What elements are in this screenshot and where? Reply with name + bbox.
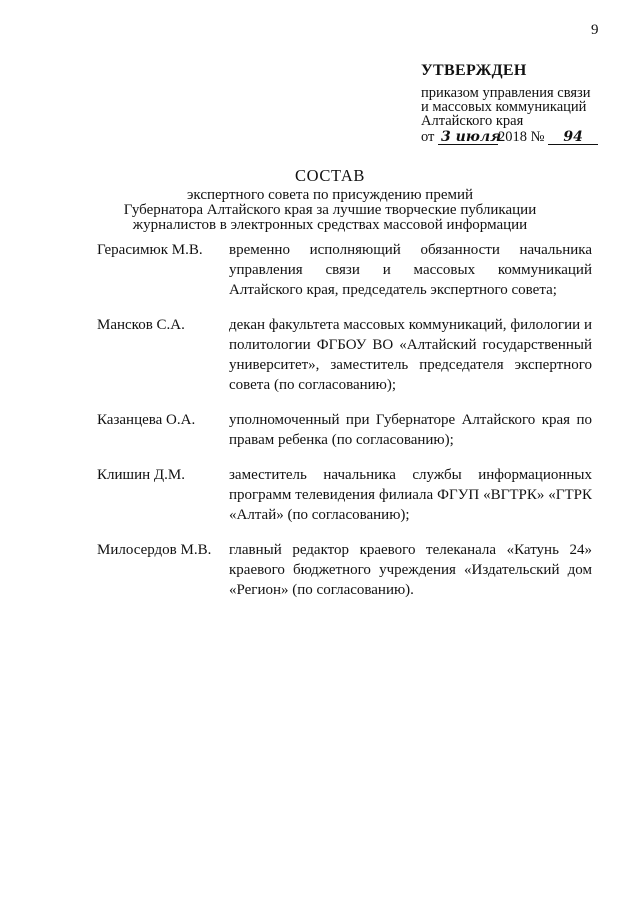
member-row bbox=[97, 540, 592, 600]
approval-year: 2018 bbox=[498, 129, 528, 145]
approval-line-1: приказом управления связи bbox=[421, 85, 591, 101]
member-role: уполномоченный при Губернаторе Алтайского края по правам ребенка (по согласованию); bbox=[229, 412, 592, 448]
member-name: Герасимюк М.В. bbox=[97, 242, 203, 258]
member-name: Казанцева О.А. bbox=[97, 412, 196, 428]
member-name: Клишин Д.М. bbox=[97, 467, 185, 483]
member-row bbox=[97, 240, 592, 300]
heading-line-2: Губернатора Алтайского края за лучшие творческие публикации bbox=[123, 202, 537, 218]
member-row bbox=[97, 315, 592, 395]
document-heading bbox=[100, 166, 560, 233]
handwritten-date: 3 июля bbox=[438, 130, 498, 145]
heading-line-3: журналистов в электронных средствах массовой информации bbox=[132, 217, 528, 233]
member-row bbox=[97, 465, 592, 525]
heading-line-1: экспертного совета по присуждению премий bbox=[186, 187, 474, 203]
member-name: Милосердов М.В. bbox=[97, 542, 212, 558]
handwritten-number: 94 bbox=[548, 130, 598, 145]
member-row bbox=[97, 410, 592, 450]
approval-line-2: и массовых коммуникаций bbox=[421, 99, 587, 115]
approval-title: УТВЕРЖДЕН bbox=[421, 62, 527, 79]
member-role: заместитель начальника службы информационных программ телевидения филиала ФГУП «ВГТРК» «ГТРК «Алтай» (по согласованию); bbox=[229, 467, 592, 523]
approval-date-line bbox=[421, 129, 636, 145]
approval-line-3: Алтайского края bbox=[421, 113, 524, 129]
members-list bbox=[97, 240, 592, 615]
heading-title: СОСТАВ bbox=[295, 166, 365, 185]
page-number: 9 bbox=[591, 22, 599, 38]
member-role: декан факультета массовых коммуникаций, филологии и политологии ФГБОУ ВО «Алтайский государственный университет», заместитель председателя экспертного совета (по согласованию); bbox=[229, 317, 592, 393]
date-prefix: от bbox=[421, 129, 435, 145]
member-name: Мансков С.А. bbox=[97, 317, 185, 333]
member-role: главный редактор краевого телеканала «Катунь 24» краевого бюджетного учреждения «Издательский дом «Регион» (по согласованию). bbox=[229, 542, 592, 598]
member-role: временно исполняющий обязанности начальника управления связи и массовых коммуникаций Алтайского края, председатель экспертного совета; bbox=[229, 242, 592, 298]
number-sign: № bbox=[530, 129, 545, 145]
approval-block bbox=[421, 62, 636, 145]
